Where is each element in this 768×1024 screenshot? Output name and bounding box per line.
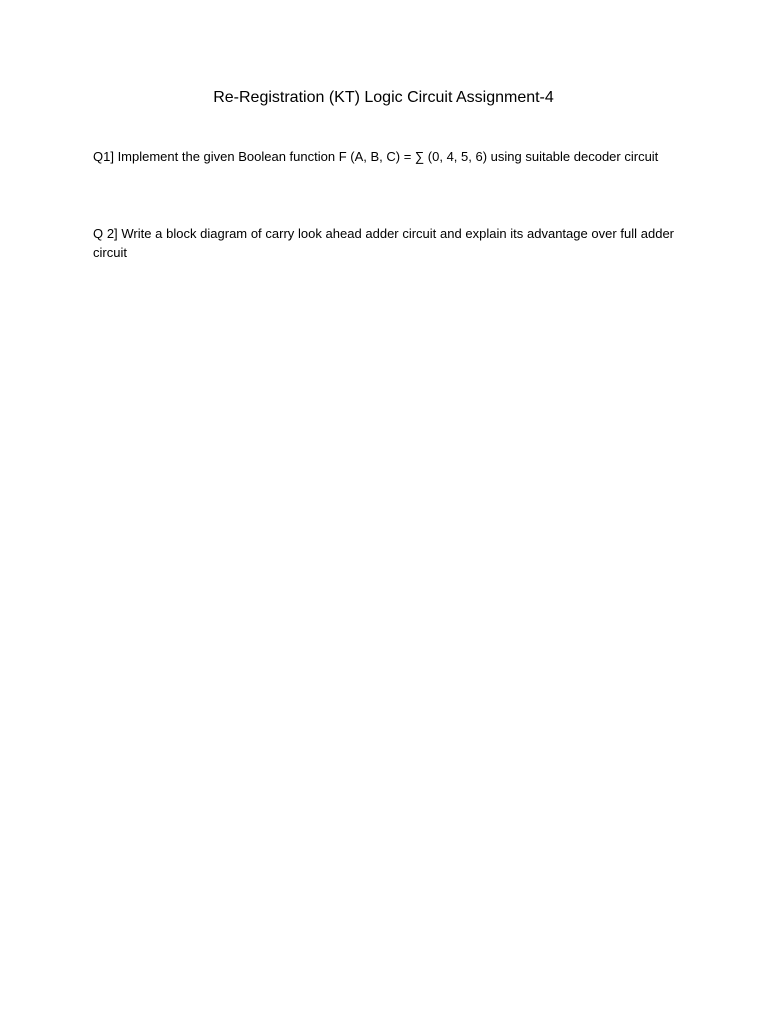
question-1: Q1] Implement the given Boolean function F (A, B, C) = ∑ (0, 4, 5, 6) using suitable decoder circuit [93,149,659,164]
document-title: Re-Registration (KT) Logic Circuit Assignment-4 [213,89,554,106]
question-2: Q 2] Write a block diagram of carry look ahead adder circuit and explain its advantage over full adder circuit [93,226,674,260]
